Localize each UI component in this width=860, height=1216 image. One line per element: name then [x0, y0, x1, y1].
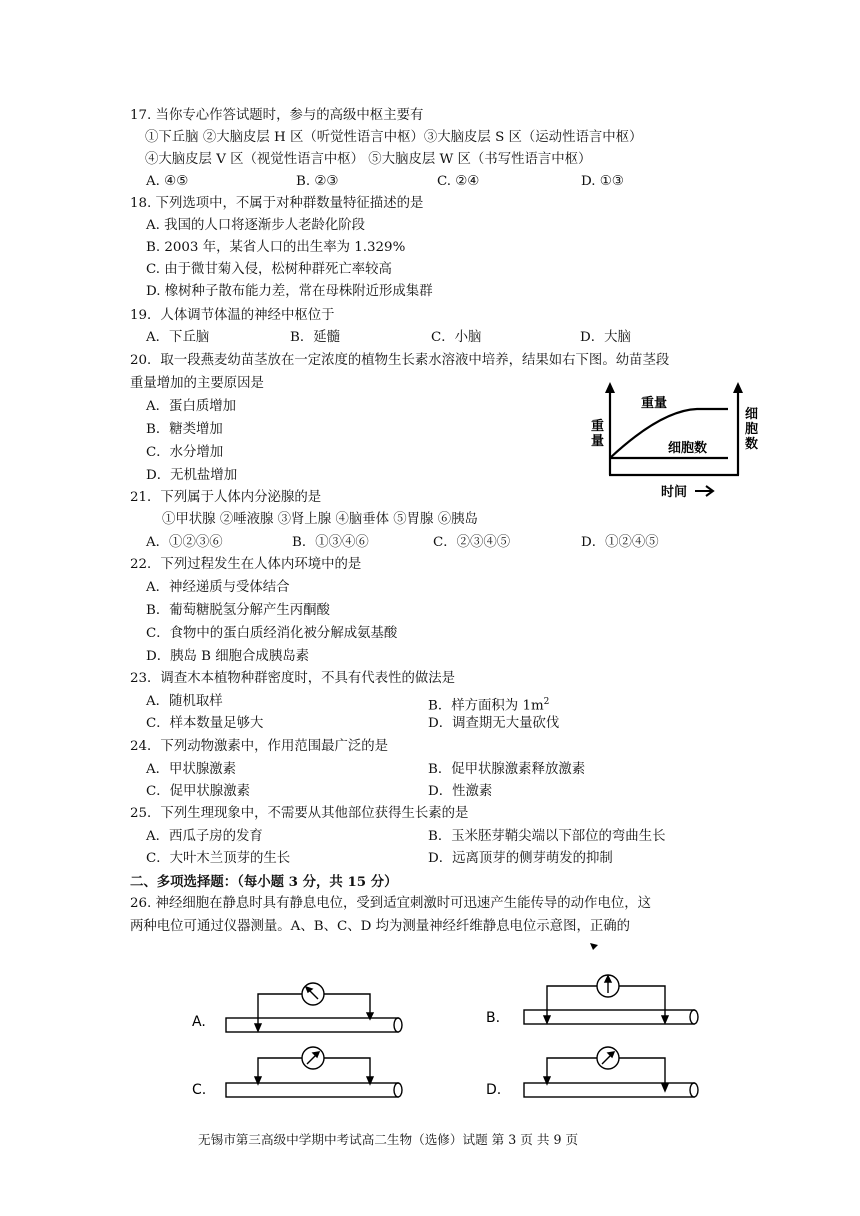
diagram-b — [524, 975, 698, 1024]
q18-stem: 18. 下列选项中，不属于对种群数量特征描述的是 — [130, 196, 424, 211]
q23-option-b-superscript: 2 — [543, 697, 550, 707]
diagram-a-label: A. — [192, 1014, 206, 1030]
q19-option-d: D．大脑 — [580, 330, 631, 345]
q19-stem: 19．人体调节体温的神经中枢位于 — [130, 308, 335, 323]
chart-y2-label — [745, 407, 763, 452]
q21-items: ①甲状腺 ②唾液腺 ③肾上腺 ④脑垂体 ⑤胃腺 ⑥胰岛 — [162, 512, 478, 527]
q19-option-b: B．延髓 — [290, 330, 341, 345]
growth-chart — [585, 380, 770, 500]
diagram-a-fiber — [226, 1018, 398, 1032]
q26-stem-line1: 26. 神经细胞在静息时具有静息电位，受到适宜刺激时可迅速产生能传导的动作电位，这 — [130, 896, 652, 911]
chart-left-axis-arrow — [605, 382, 615, 393]
diagram-b-fiber-end — [690, 1010, 698, 1024]
q18-option-d: D. 橡树种子散布能力差，常在母株附近形成集群 — [146, 284, 433, 299]
q25-option-d: D．远离顶芽的侧芽萌发的抑制 — [428, 851, 613, 866]
diagram-d-fiber-end — [690, 1083, 698, 1097]
chart-y-label-char-1: 重 — [591, 419, 605, 434]
q19-option-c: C．小脑 — [431, 330, 482, 345]
diagram-c-fiber-end — [394, 1083, 402, 1097]
page-footer: 无锡市第三高级中学期中考试高二生物（选修）试题 第 3 页 共 9 页 — [198, 1132, 579, 1147]
q24-option-b: B．促甲状腺激素释放激素 — [428, 762, 586, 777]
q22-option-b: B．葡萄糖脱氢分解产生丙酮酸 — [146, 603, 330, 618]
q17-option-b: B. ②③ — [296, 174, 339, 189]
q22-option-c: C．食物中的蛋白质经消化被分解成氨基酸 — [146, 626, 398, 641]
q18-option-b: B. 2003 年，某省人口的出生率为 1.329% — [146, 240, 406, 255]
q24-option-d: D．性激素 — [428, 784, 493, 799]
q25-stem: 25．下列生理现象中，不需要从其他部位获得生长素的是 — [130, 806, 469, 821]
q21-option-d: D．①②④⑤ — [581, 535, 659, 550]
diagram-c — [226, 1047, 402, 1097]
q18-option-a: A. 我国的人口将逐渐步人老龄化阶段 — [146, 218, 366, 233]
diagram-d — [524, 1047, 698, 1097]
chart-y2-label-char-3: 数 — [745, 437, 759, 452]
chart-x-label-arrow — [695, 486, 713, 496]
q21-option-b: B．①③④⑥ — [292, 535, 369, 550]
diagram-d-fiber — [524, 1083, 694, 1097]
nerve-fiber-diagrams — [180, 960, 720, 1110]
chart-right-axis-arrow — [733, 382, 743, 393]
q23-option-b-text: B．样方面积为 1m — [428, 698, 544, 714]
chart-y2-label-char-1: 细 — [745, 407, 759, 422]
q17-line2: ④大脑皮层 V 区（视觉性语言中枢） ⑤大脑皮层 W 区（书写性语言中枢） — [145, 152, 592, 167]
q19-option-a: A．下丘脑 — [146, 330, 210, 345]
q23-option-d: D．调查期无大量砍伐 — [428, 716, 560, 731]
q17-line1: ①下丘脑 ②大脑皮层 H 区（听觉性语言中枢）③大脑皮层 S 区（运动性语言中枢） — [145, 130, 643, 145]
q21-option-a: A．①②③⑥ — [146, 535, 223, 550]
q20-stem-line2: 重量增加的主要原因是 — [130, 376, 264, 391]
chart-y-label — [591, 418, 609, 449]
q17-option-d: D. ①③ — [581, 174, 624, 189]
q20-option-c: C．水分增加 — [146, 445, 224, 460]
diagram-a — [226, 983, 402, 1032]
q20-option-a: A．蛋白质增加 — [146, 399, 237, 414]
diagram-c-fiber — [226, 1083, 398, 1097]
q24-stem: 24．下列动物激素中，作用范围最广泛的是 — [130, 739, 389, 754]
q26-stem-line2: 两种电位可通过仪器测量。A、B、C、D 均为测量神经纤维静息电位示意图，正确的 — [130, 919, 631, 934]
q22-option-d: D．胰岛 B 细胞合成胰岛素 — [146, 649, 309, 664]
chart-y-label-char-2: 量 — [591, 434, 605, 449]
q17-option-c: C. ②④ — [437, 174, 480, 189]
q21-stem: 21．下列属于人体内分泌腺的是 — [130, 490, 322, 505]
q17-option-a: A. ④⑤ — [146, 174, 189, 189]
chart-series-weight-label: 重量 — [641, 396, 668, 411]
q22-stem: 22．下列过程发生在人体内环境中的是 — [130, 557, 362, 572]
q18-option-c: C. 由于微甘菊入侵，松树种群死亡率较高 — [146, 262, 392, 277]
q24-option-c: C．促甲状腺激素 — [146, 784, 250, 799]
q20-stem-line1: 20．取一段燕麦幼苗茎放在一定浓度的植物生长素水溶液中培养，结果如右下图。幼苗茎段 — [130, 353, 670, 368]
q23-option-c: C．样本数量足够大 — [146, 716, 264, 731]
q25-option-a: A．西瓜子房的发育 — [146, 829, 263, 844]
q20-option-b: B．糖类增加 — [146, 422, 223, 437]
q22-option-a: A．神经递质与受体结合 — [146, 580, 290, 595]
q21-option-c: C．②③④⑤ — [433, 535, 511, 550]
diagram-a-fiber-end — [394, 1018, 402, 1032]
q20-option-d: D．无机盐增加 — [146, 468, 238, 483]
stray-arrow-mark — [588, 941, 600, 951]
q23-option-b — [428, 692, 549, 716]
chart-series-cell-count-label: 细胞数 — [668, 441, 708, 456]
q17-stem: 17. 当你专心作答试题时，参与的高级中枢主要有 — [130, 108, 424, 123]
q23-option-a: A．随机取样 — [146, 694, 223, 709]
q23-stem: 23．调查木本植物种群密度时，不具有代表性的做法是 — [130, 671, 456, 686]
q25-option-c: C．大叶木兰顶芽的生长 — [146, 851, 291, 866]
diagram-d-label: D. — [486, 1082, 502, 1098]
diagram-b-label: B. — [486, 1010, 501, 1026]
chart-y2-label-char-2: 胞 — [745, 422, 759, 437]
section-2-heading: 二、多项选择题：（每小题 3 分，共 15 分） — [130, 874, 398, 890]
q25-option-b: B．玉米胚芽鞘尖端以下部位的弯曲生长 — [428, 829, 666, 844]
chart-x-label: 时间 — [661, 485, 688, 500]
diagram-c-label: C. — [192, 1082, 207, 1098]
q24-option-a: A．甲状腺激素 — [146, 762, 237, 777]
